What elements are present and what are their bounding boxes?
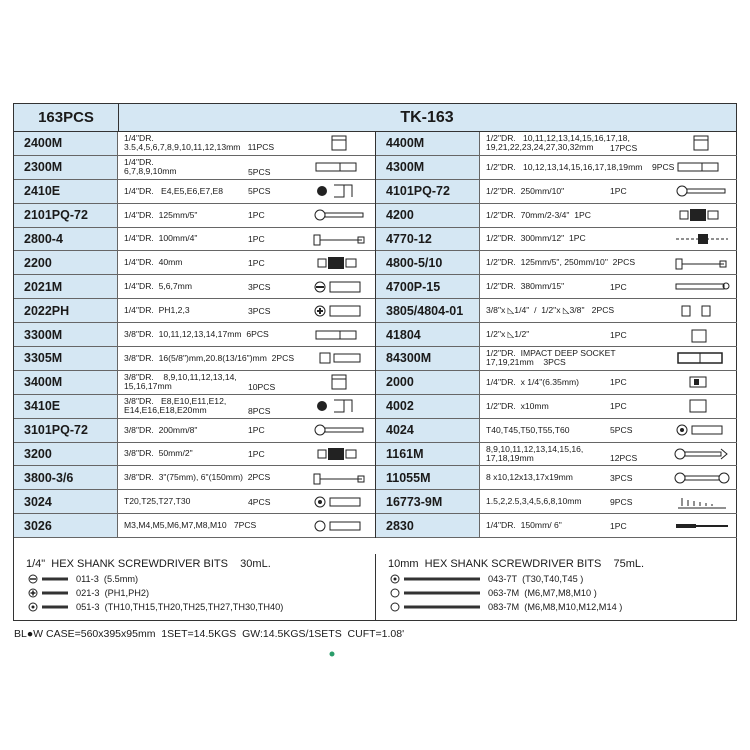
impact-socket-icon: [671, 349, 733, 368]
bit-spec: (M6,M8,M10,M12,M14 ): [524, 602, 623, 612]
item-quantity: 1PC: [610, 520, 627, 531]
table-row: [376, 443, 737, 467]
description-line: 3/8"DR. 3"(75mm), 6"(150mm) 2PCS: [124, 472, 271, 483]
item-code: 4002: [376, 395, 480, 418]
item-code: 11055M: [376, 466, 480, 489]
socket-icon: [309, 134, 371, 153]
universal-joint-icon: [671, 206, 733, 225]
item-code: 2101PQ-72: [14, 204, 118, 227]
item-code: 4770-12: [376, 228, 480, 251]
table-row: [376, 204, 737, 228]
description-line: 17,18,19mm: [486, 453, 534, 464]
item-quantity: 1PC: [610, 401, 627, 412]
item-code: 3800-3/6: [14, 466, 118, 489]
table-row: [376, 180, 737, 204]
slotted-icon: [28, 574, 76, 584]
table-row: [14, 299, 375, 323]
model-number: TK-163: [400, 108, 454, 126]
item-description: [486, 251, 671, 274]
universal-joint-icon: [309, 445, 371, 464]
bit-item: [390, 588, 597, 598]
bit-item: [390, 574, 583, 584]
description-line: 1/2"DR. x10mm: [486, 400, 549, 411]
item-code: 4800-5/10: [376, 251, 480, 274]
table-row: [14, 490, 375, 514]
table-row: [14, 204, 375, 228]
phillips-bit-socket-icon: [309, 301, 371, 320]
description-line: 1/4"DR.: [124, 133, 154, 144]
bit-code: 043-7T: [488, 574, 523, 584]
item-description: [124, 443, 309, 466]
item-code: 4400M: [376, 132, 480, 155]
description-line: 1/2"DR. 125mm/5", 250mm/10" 2PCS: [486, 257, 636, 268]
description-line: 3/8"DR. 8,9,10,11,12,13,14,: [124, 372, 237, 383]
item-description: [486, 419, 671, 442]
bit-code: 021-3: [76, 588, 105, 598]
item-description: [486, 395, 671, 418]
description-line: M3,M4,M5,M6,M7,M8,M10 7PCS: [124, 520, 257, 531]
table-row: [14, 156, 375, 180]
item-quantity: 5PCS: [248, 166, 271, 177]
item-code: 3305M: [14, 347, 118, 370]
table-row: [376, 323, 737, 347]
item-quantity: 3PCS: [248, 305, 271, 316]
slotted-bit-socket-icon: [309, 277, 371, 296]
item-description: [486, 443, 671, 466]
description-line: 1/4"DR. 100mm/4": [124, 233, 198, 244]
table-row: [376, 395, 737, 419]
item-description: [124, 251, 309, 274]
description-line: 3/8"DR. E8,E10,E11,E12,: [124, 396, 227, 407]
table-row: [376, 371, 737, 395]
spark-plug-socket-icon: [309, 349, 371, 368]
item-code: 3024: [14, 490, 118, 513]
bit-item: [28, 574, 138, 584]
description-line: 3/8"x ◺1/4" / 1/2"x ◺3/8" 2PCS: [486, 305, 615, 316]
phillips-icon: [28, 588, 76, 598]
description-line: 1/2"x ◺1/2": [486, 328, 530, 339]
ratchet-wrench-icon: [671, 468, 733, 487]
ratchet-icon: [671, 182, 733, 201]
description-line: 1/4"DR. 150mm/ 6": [486, 520, 562, 531]
item-quantity: 1PC: [248, 449, 265, 460]
description-line: 1/4"DR. 5,6,7mm: [124, 281, 193, 292]
description-line: 1/2"DR. 70mm/2-3/4" 1PC: [486, 209, 591, 220]
item-description: [486, 347, 671, 370]
item-quantity: 10PCS: [248, 381, 276, 392]
case-info: BL●W CASE=560x395x95mm 1SET=14.5KGS GW:14.5KGS/1SETS CUFT=1.08': [14, 628, 405, 640]
item-quantity: 8PCS: [248, 405, 271, 416]
description-line: 17,19,21mm 3PCS: [486, 357, 566, 368]
description-line: 15,16,17mm: [124, 381, 172, 392]
table-row: [376, 347, 737, 371]
item-code: 3805/4804-01: [376, 299, 480, 322]
bit-code: 083-7M: [488, 602, 525, 612]
socket-icon: [671, 134, 733, 153]
description-line: 8,9,10,11,12,13,14,15,16,: [486, 443, 584, 454]
table-row: [14, 180, 375, 204]
description-line: E14,E16,E18,E20mm: [124, 405, 207, 416]
adaptor-icon: [671, 301, 733, 320]
hex-bit-socket-icon: [309, 516, 371, 535]
item-quantity: 17PCS: [610, 142, 638, 153]
description-line: 3/8"DR. 200mm/8": [124, 424, 198, 435]
item-quantity: 1PC: [248, 425, 265, 436]
description-line: 1/2"DR. 300mm/12" 1PC: [486, 233, 586, 244]
deep-socket-icon: [671, 158, 733, 177]
item-description: [124, 395, 309, 418]
item-code: 2000: [376, 371, 480, 394]
piece-count: 163PCS: [14, 104, 119, 131]
bit-spec: (PH1,PH2): [104, 588, 150, 598]
table-row: [376, 466, 737, 490]
item-description: [124, 347, 309, 370]
item-code: 1161M: [376, 443, 480, 466]
tool-set-spec-sheet: [13, 103, 737, 621]
item-description: [486, 466, 671, 489]
item-code: 3101PQ-72: [14, 419, 118, 442]
e-socket-icon: [309, 182, 371, 201]
item-quantity: 1PC: [248, 234, 265, 244]
item-description: [124, 299, 309, 322]
item-quantity: 3PCS: [248, 281, 271, 292]
table-row: [14, 419, 375, 443]
adaptor-socket-icon: [671, 325, 733, 344]
item-description: [124, 156, 309, 179]
description-line: 1/4"DR. x 1/4"(6.35mm): [486, 376, 580, 387]
table-row: [14, 514, 375, 538]
item-description: [124, 514, 309, 537]
item-code: 2021M: [14, 275, 118, 298]
item-quantity: 9PCS: [610, 496, 633, 507]
socket-icon: [309, 373, 371, 392]
description-line: 3/8"DR. 10,11,12,13,14,17mm 6PCS: [124, 328, 269, 339]
logo-mark-icon: [329, 651, 335, 657]
hex-key-set-icon: [671, 492, 733, 511]
right-column: [375, 132, 737, 538]
deep-socket-icon: [309, 325, 371, 344]
item-description: [124, 466, 309, 489]
bit-item: [28, 588, 149, 598]
item-code: 84300M: [376, 347, 480, 370]
item-description: [486, 514, 671, 537]
item-quantity: 5PCS: [248, 186, 271, 197]
table-row: [14, 132, 375, 156]
extension-bar-icon: [309, 230, 371, 249]
spinner-handle-icon: [671, 516, 733, 535]
item-description: [124, 490, 309, 513]
table-row: [14, 371, 375, 395]
universal-joint-icon: [309, 253, 371, 272]
item-quantity: 5PCS: [610, 425, 633, 436]
item-code: 3410E: [14, 395, 118, 418]
item-quantity: 1PC: [248, 257, 265, 268]
item-code: 4200: [376, 204, 480, 227]
item-quantity: 4PCS: [248, 496, 271, 507]
table-row: [14, 323, 375, 347]
tommy-bar-icon: [671, 230, 733, 249]
item-description: [124, 371, 309, 394]
screwdriver-bits-section: [14, 554, 736, 620]
item-code: 2800-4: [14, 228, 118, 251]
table-row: [14, 443, 375, 467]
item-description: [124, 204, 309, 227]
torx-icon: [390, 574, 488, 584]
description-line: 6,7,8,9,10mm: [124, 166, 177, 177]
table-row: [376, 514, 737, 538]
ratchet-icon: [309, 206, 371, 225]
description-line: T20,T25,T27,T30: [124, 496, 191, 507]
bits-right-panel: [375, 554, 737, 620]
item-quantity: 12PCS: [610, 453, 638, 464]
item-code: 2300M: [14, 156, 118, 179]
description-line: 8 x10,12x13,17x19mm: [486, 472, 573, 483]
e-socket-icon: [309, 397, 371, 416]
description-line: 1/2"DR. 380mm/15": [486, 281, 565, 292]
description-line: 19,21,22,23,24,27,30,32mm: [486, 142, 594, 153]
item-description: [124, 228, 309, 251]
table-row: [376, 156, 737, 180]
bit-code: 063-7M: [488, 588, 525, 598]
description-line: 1/2"DR. 10,12,13,14,15,16,17,18,19mm 9PCS: [486, 161, 675, 172]
item-code: 2410E: [14, 180, 118, 203]
bits-left-panel: [14, 554, 375, 620]
description-line: 3/8"DR. 16(5/8")mm,20.8(13/16")mm 2PCS: [124, 352, 295, 363]
item-description: [486, 490, 671, 513]
item-description: [124, 132, 309, 155]
item-description: [486, 371, 671, 394]
item-description: [486, 323, 671, 346]
item-description: [486, 275, 671, 298]
bit-holder-icon: [671, 397, 733, 416]
description-line: 1/4"DR. 125mm/5": [124, 209, 198, 220]
description-line: 1/4"DR. PH1,2,3: [124, 305, 190, 316]
item-quantity: 1PC: [610, 281, 627, 292]
item-quantity: 1PC: [610, 377, 627, 388]
item-code: 3200: [14, 443, 118, 466]
item-code: 3026: [14, 514, 118, 537]
item-description: [486, 228, 671, 251]
table-row: [376, 299, 737, 323]
table-row: [14, 466, 375, 490]
item-description: [486, 180, 671, 203]
item-description: [486, 204, 671, 227]
description-line: 3/8"DR. 50mm/2": [124, 448, 193, 459]
table-row: [376, 228, 737, 252]
item-code: 2830: [376, 514, 480, 537]
bit-item: [390, 602, 622, 612]
description-line: 1/4"DR. 40mm: [124, 257, 183, 268]
description-line: 1/2"DR. IMPACT DEEP SOCKET: [486, 348, 616, 359]
description-line: T40,T45,T50,T55,T60: [486, 424, 570, 435]
description-line: 1/4"DR.: [124, 157, 154, 168]
table-row: [14, 347, 375, 371]
item-description: [486, 132, 671, 155]
item-code: 4101PQ-72: [376, 180, 480, 203]
table-row: [14, 275, 375, 299]
table-row: [376, 132, 737, 156]
bit-item: [28, 602, 283, 612]
bits-right-title: 10mm HEX SHANK SCREWDRIVER BITS 75mL.: [388, 558, 645, 570]
table-header: [14, 104, 736, 132]
hex-icon: [390, 588, 488, 598]
left-column: [14, 132, 375, 538]
description-line: 1.5,2,2.5,3,4,5,6,8,10mm: [486, 496, 582, 507]
item-code: 2400M: [14, 132, 118, 155]
table-row: [14, 228, 375, 252]
description-line: 1/2"DR. 10,11,12,13,14,15,16,17,18,: [486, 133, 630, 144]
torx-bit-socket-icon: [671, 421, 733, 440]
table-row: [376, 251, 737, 275]
item-description: [486, 156, 675, 179]
breaker-bar-icon: [671, 277, 733, 296]
torx-bit-socket-icon: [309, 492, 371, 511]
bit-code: 011-3: [76, 574, 104, 584]
item-quantity: 1PC: [610, 186, 627, 197]
item-description: [124, 419, 309, 442]
item-code: 2200: [14, 251, 118, 274]
item-description: [486, 299, 671, 322]
table-row: [376, 419, 737, 443]
item-quantity: 1PC: [248, 210, 265, 221]
item-description: [124, 323, 309, 346]
bit-code: 051-3: [76, 602, 105, 612]
table-row: [376, 490, 737, 514]
description-line: 1/4"DR. E4,E5,E6,E7,E8: [124, 185, 224, 196]
bit-spec: (TH10,TH15,TH20,TH25,TH27,TH30,TH40): [104, 602, 284, 612]
ratchet-icon: [309, 421, 371, 440]
item-code: 41804: [376, 323, 480, 346]
item-code: 3300M: [14, 323, 118, 346]
extension-bar-icon: [309, 468, 371, 487]
item-code: 2022PH: [14, 299, 118, 322]
extension-bar-icon: [671, 253, 733, 272]
item-code: 4300M: [376, 156, 480, 179]
item-code: 3400M: [14, 371, 118, 394]
item-quantity: 1PC: [610, 329, 627, 340]
table-row: [376, 275, 737, 299]
bit-spec: (5.5mm): [103, 574, 139, 584]
table-row: [14, 251, 375, 275]
item-quantity: 3PCS: [610, 472, 633, 483]
description-line: 1/2"DR. 250mm/10": [486, 185, 565, 196]
bits-left-title: 1/4" HEX SHANK SCREWDRIVER BITS 30mL.: [26, 558, 271, 570]
combination-wrench-icon: [671, 445, 733, 464]
torx-icon: [28, 602, 76, 612]
bit-spec: (T30,T40,T45 ): [522, 574, 584, 584]
item-description: [124, 275, 309, 298]
item-code: 4700P-15: [376, 275, 480, 298]
item-code: 4024: [376, 419, 480, 442]
hex-icon: [390, 602, 488, 612]
deep-socket-icon: [309, 158, 371, 177]
description-line: 3.5,4,5,6,7,8,9,10,11,12,13mm 11PCS: [124, 142, 275, 153]
item-description: [124, 180, 309, 203]
item-code: 16773-9M: [376, 490, 480, 513]
bit-spec: (M6,M7,M8,M10 ): [524, 588, 597, 598]
table-row: [14, 395, 375, 419]
bit-adaptor-icon: [671, 373, 733, 392]
